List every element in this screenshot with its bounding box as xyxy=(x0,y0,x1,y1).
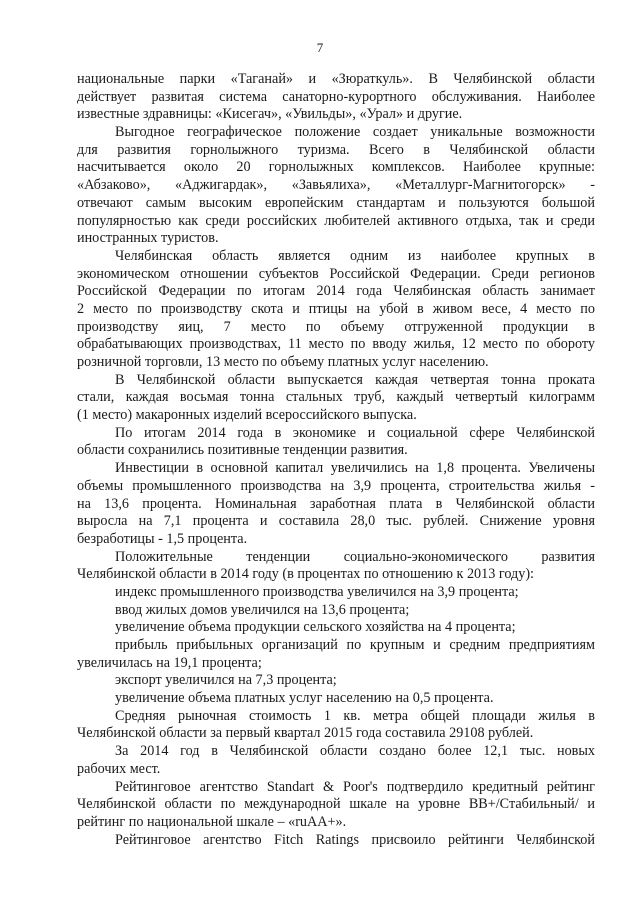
text-line: национальные парки «Таганай» и «Зюраткуль». В Челябинской области xyxy=(77,71,595,87)
text-line: на 13,6 процента. Номинальная заработная плата в Челябинской области xyxy=(77,495,595,512)
text-line: отвечают самым высоким европейским стандартам и пользуются большой xyxy=(77,194,595,211)
text-line: Выгодное географическое положение создает уникальные возможности xyxy=(115,124,595,141)
text-line: Инвестиции в основной капитал увеличились на 1,8 процента. Увеличены xyxy=(115,460,595,477)
text-line: индекс промышленного производства увеличился на 3,9 процента; xyxy=(115,583,519,600)
text-line: экспорт увеличился на 7,3 процента; xyxy=(115,672,337,689)
text-line: Положительные тенденции социально-экономического развития xyxy=(115,548,595,565)
text-line: В Челябинской области выпускается каждая четвертая тонна проката xyxy=(115,371,595,388)
text-line: рейтинг по национальной шкале – «ruAA+». xyxy=(77,813,347,830)
text-line: Рейтинговое агентство Fitch Ratings присвоило рейтинги Челябинской xyxy=(115,831,595,848)
text-line: розничной торговли, 13 место по объему платных услуг населению. xyxy=(77,354,489,370)
text-line: Челябинской области по международной шкале на уровне BB+/Стабильный/ и xyxy=(77,796,595,813)
text-line: Челябинской области за первый квартал 2015 года составила 29108 рублей. xyxy=(77,725,534,742)
text-line: Средняя рыночная стоимость 1 кв. метра общей площади жилья в xyxy=(115,707,595,724)
text-line: прибыль прибыльных организаций по крупным и средним предприятиям xyxy=(115,637,595,653)
text-line: объемы промышленного производства на 3,9 процента, строительства жилья - xyxy=(77,477,595,494)
text-line: «Абзаково», «Аджигардак», «Завьялиха», «Металлург-Магнитогорск» - xyxy=(77,177,595,194)
text-line: выросла на 7,1 процента и составила 28,0 тыс. рублей. Снижение уровня xyxy=(77,513,595,530)
text-line: ввод жилых домов увеличился на 13,6 процента; xyxy=(115,601,410,618)
text-line: популярностью как среди российских любителей активного отдыха, так и среди xyxy=(77,212,595,229)
text-line: Челябинская область является одним из наиболее крупных в xyxy=(115,247,595,264)
text-line: рабочих мест. xyxy=(77,760,161,777)
text-line: производству яиц, 7 место по объему отгруженной продукции в xyxy=(77,318,595,335)
text-line: действует развитая система санаторно-курортного обслуживания. Наиболее xyxy=(77,88,595,105)
text-line: За 2014 год в Челябинской области создано более 12,1 тыс. новых xyxy=(115,743,595,760)
text-line: насчитывается около 20 горнолыжных комплексов. Наиболее крупные: xyxy=(77,159,595,176)
text-line: По итогам 2014 года в экономике и социальной сфере Челябинской xyxy=(115,424,595,441)
text-line: области сохранились позитивные тенденции развития. xyxy=(77,442,408,459)
text-line: иностранных туристов. xyxy=(77,230,219,247)
text-line: Российской Федерации по итогам 2014 года Челябинская область занимает xyxy=(77,283,595,300)
text-line: 2 место по производству скота и птицы на убой в живом весе, 4 место по xyxy=(77,300,595,317)
text-line: Челябинской области в 2014 году (в процентах по отношению к 2013 году): xyxy=(77,566,534,583)
document-body xyxy=(77,71,595,849)
text-line: Рейтинговое агентство Standart & Poor's подтвердило кредитный рейтинг xyxy=(115,778,595,795)
text-line: увеличение объема платных услуг населению на 0,5 процента. xyxy=(115,690,494,707)
text-line: обрабатывающих производствах, 11 место по вводу жилья, 12 место по обороту xyxy=(77,336,595,353)
text-line: известные здравницы: «Кисегач», «Увильды», «Урал» и другие. xyxy=(77,106,463,123)
text-line: для развития горнолыжного туризма. Всего в Челябинской области xyxy=(77,141,595,158)
text-line: увеличилась на 19,1 процента; xyxy=(77,654,262,671)
text-line: безработицы - 1,5 процента. xyxy=(77,530,248,547)
text-line: увеличение объема продукции сельского хозяйства на 4 процента; xyxy=(115,619,516,636)
page-number: 7 xyxy=(316,40,324,55)
text-line: стали, каждая восьмая тонна стальных труб, каждый четвертый килограмм xyxy=(77,389,595,406)
text-line: экономическом отношении субъектов Российской Федерации. Среди регионов xyxy=(77,265,595,282)
text-line: (1 место) макаронных изделий всероссийского выпуска. xyxy=(77,407,417,424)
